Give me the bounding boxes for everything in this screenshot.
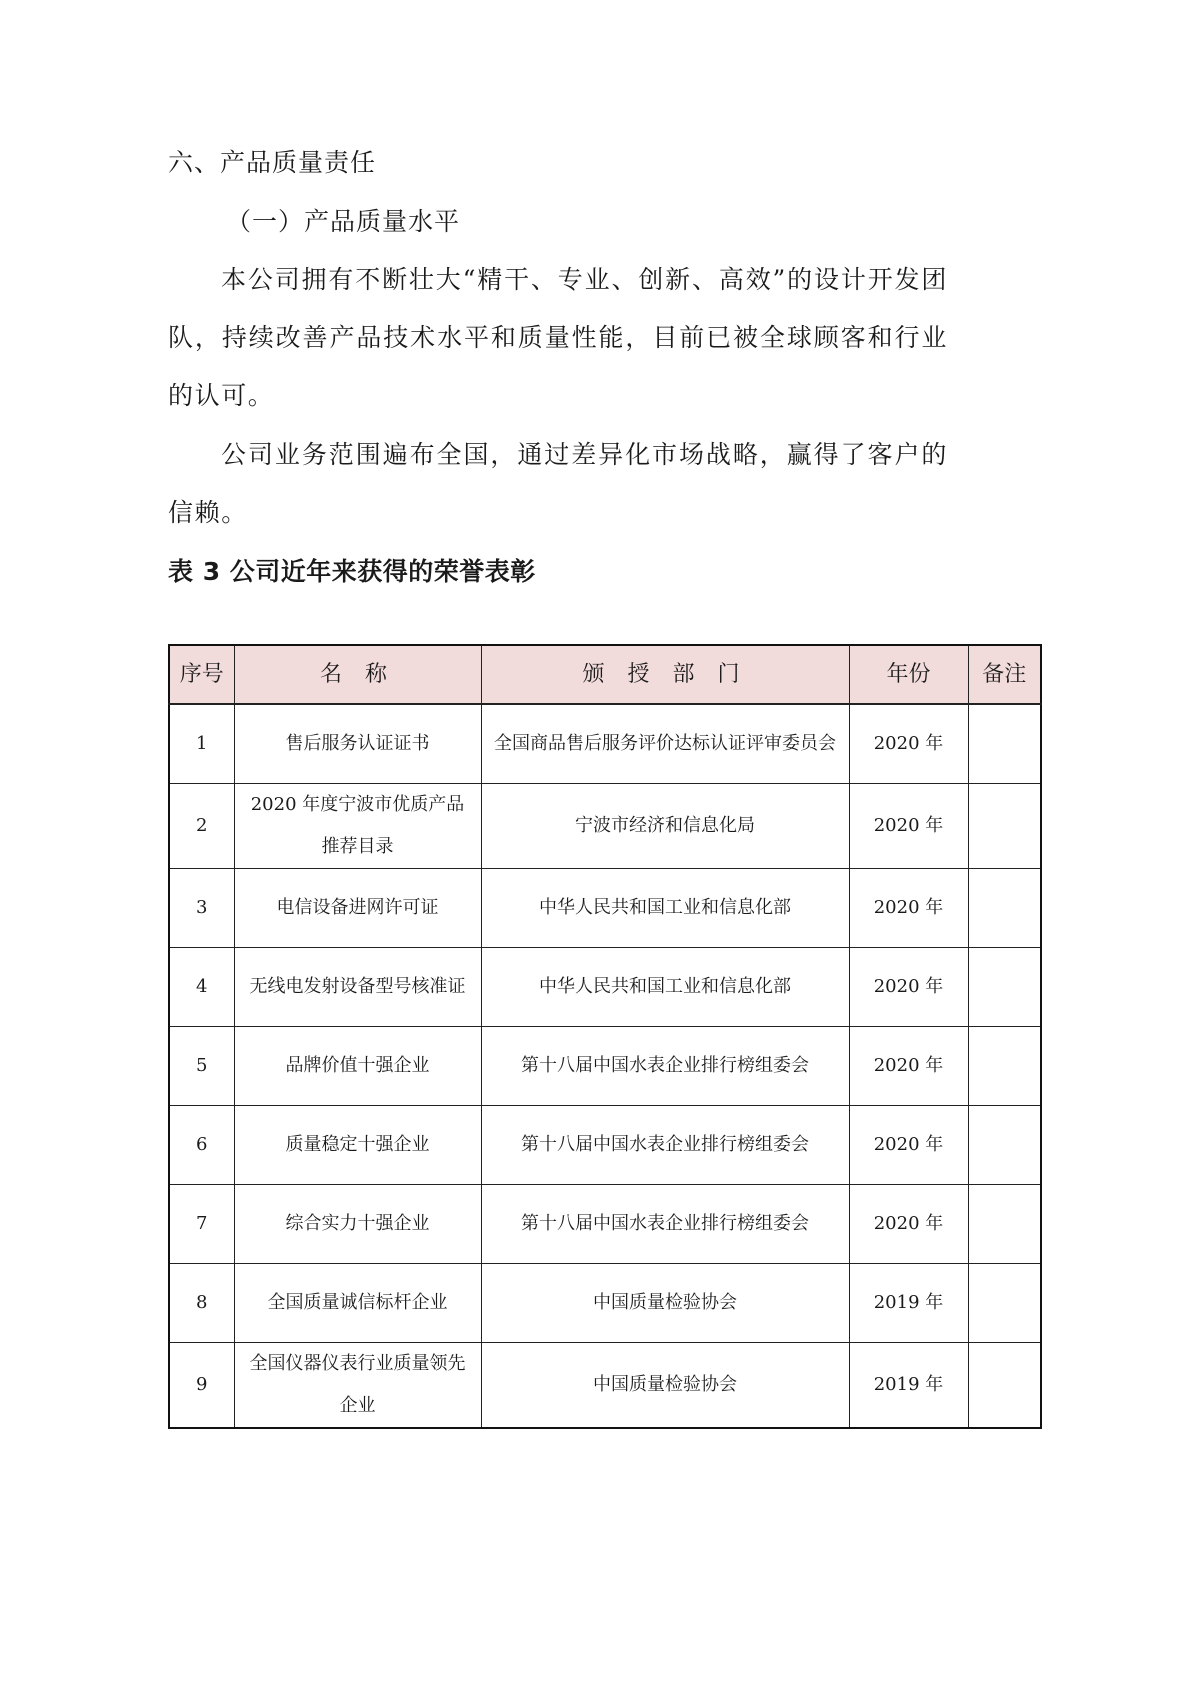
section-heading: 六、产品质量责任 xyxy=(168,148,377,177)
column-header-year: 年份 xyxy=(849,645,968,704)
cell-note xyxy=(968,704,1041,784)
cell-no: 6 xyxy=(169,1106,234,1185)
cell-year: 2020 年 xyxy=(849,869,968,948)
cell-name: 综合实力十强企业 xyxy=(234,1185,481,1264)
column-header-no: 序号 xyxy=(169,645,234,704)
cell-department: 宁波市经济和信息化局 xyxy=(481,784,849,869)
table-header-row xyxy=(169,645,1041,704)
table-row xyxy=(169,704,1041,784)
table-row xyxy=(169,1264,1041,1343)
cell-no: 2 xyxy=(169,784,234,869)
cell-no: 9 xyxy=(169,1343,234,1429)
cell-no: 8 xyxy=(169,1264,234,1343)
cell-year: 2019 年 xyxy=(849,1343,968,1429)
table-row xyxy=(169,1106,1041,1185)
paragraph-market-scope: 公司业务范围遍布全国，通过差异化市场战略，赢得了客户的信赖。 xyxy=(168,440,948,527)
cell-department: 第十八届中国水表企业排行榜组委会 xyxy=(481,1027,849,1106)
table-row xyxy=(169,1343,1041,1429)
cell-year: 2020 年 xyxy=(849,784,968,869)
cell-note xyxy=(968,1027,1041,1106)
paragraph-quality-team: 本公司拥有不断壮大“精干、专业、创新、高效”的设计开发团队，持续改善产品技术水平和质量性能，目前已被全球顾客和行业的认可。 xyxy=(168,265,948,410)
subsection-heading: （一）产品质量水平 xyxy=(226,207,461,236)
table-row xyxy=(169,948,1041,1027)
cell-no: 1 xyxy=(169,704,234,784)
cell-name: 电信设备进网许可证 xyxy=(234,869,481,948)
cell-no: 3 xyxy=(169,869,234,948)
cell-note xyxy=(968,1185,1041,1264)
cell-department: 中华人民共和国工业和信息化部 xyxy=(481,869,849,948)
cell-no: 5 xyxy=(169,1027,234,1106)
cell-year: 2020 年 xyxy=(849,1185,968,1264)
table-row xyxy=(169,784,1041,869)
honors-table xyxy=(168,644,1042,1429)
cell-note xyxy=(968,869,1041,948)
column-header-name: 名 称 xyxy=(234,645,481,704)
cell-no: 7 xyxy=(169,1185,234,1264)
column-header-department: 颁 授 部 门 xyxy=(481,645,849,704)
cell-name: 全国质量诚信标杆企业 xyxy=(234,1264,481,1343)
cell-note xyxy=(968,1106,1041,1185)
cell-note xyxy=(968,948,1041,1027)
cell-year: 2019 年 xyxy=(849,1264,968,1343)
cell-department: 中华人民共和国工业和信息化部 xyxy=(481,948,849,1027)
cell-name: 全国仪器仪表行业质量领先企业 xyxy=(234,1343,481,1429)
cell-department: 第十八届中国水表企业排行榜组委会 xyxy=(481,1185,849,1264)
cell-year: 2020 年 xyxy=(849,1106,968,1185)
cell-name: 售后服务认证证书 xyxy=(234,704,481,784)
cell-year: 2020 年 xyxy=(849,948,968,1027)
cell-no: 4 xyxy=(169,948,234,1027)
table-row xyxy=(169,869,1041,948)
cell-department: 中国质量检验协会 xyxy=(481,1343,849,1429)
cell-note xyxy=(968,1343,1041,1429)
cell-name: 无线电发射设备型号核准证 xyxy=(234,948,481,1027)
cell-name: 2020 年度宁波市优质产品推荐目录 xyxy=(234,784,481,869)
cell-note xyxy=(968,1264,1041,1343)
cell-year: 2020 年 xyxy=(849,1027,968,1106)
cell-department: 中国质量检验协会 xyxy=(481,1264,849,1343)
cell-year: 2020 年 xyxy=(849,704,968,784)
table-caption: 表 3 公司近年来获得的荣誉表彰 xyxy=(168,557,536,586)
cell-department: 第十八届中国水表企业排行榜组委会 xyxy=(481,1106,849,1185)
column-header-note: 备注 xyxy=(968,645,1041,704)
table-row xyxy=(169,1185,1041,1264)
cell-name: 质量稳定十强企业 xyxy=(234,1106,481,1185)
cell-name: 品牌价值十强企业 xyxy=(234,1027,481,1106)
cell-note xyxy=(968,784,1041,869)
table-row xyxy=(169,1027,1041,1106)
cell-department: 全国商品售后服务评价达标认证评审委员会 xyxy=(481,704,849,784)
